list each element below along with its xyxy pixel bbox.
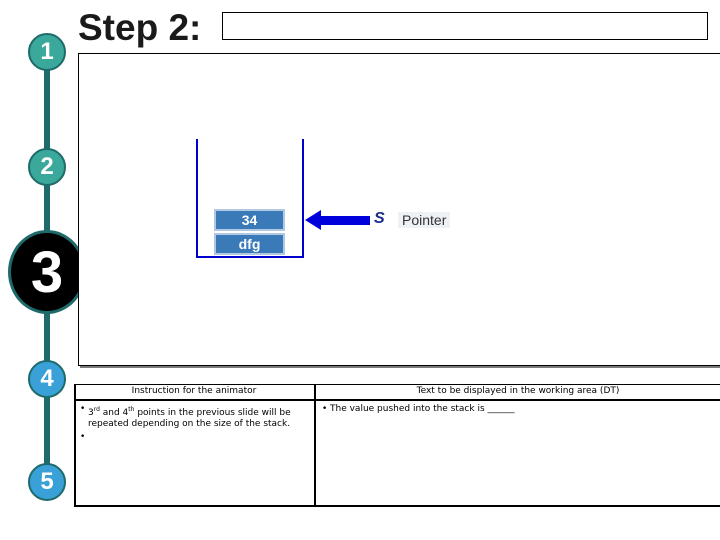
step-title-field[interactable] bbox=[222, 12, 708, 40]
animator-instruction-header: Instruction for the animator bbox=[131, 386, 257, 396]
list-item: • The value pushed into the stack is ______ bbox=[322, 404, 712, 415]
pointer-arrow-shaft bbox=[318, 216, 370, 225]
stack-cell-top: 34 bbox=[214, 209, 285, 231]
step-2-circle[interactable]: 2 bbox=[28, 148, 66, 186]
list-item: • 3rd and 4th points in the previous slide will be repeated depending on the size of the stack. bbox=[80, 404, 302, 430]
table-top-border bbox=[74, 384, 720, 385]
step-5-circle[interactable]: 5 bbox=[28, 463, 66, 501]
table-header-divider bbox=[74, 399, 720, 401]
step-4-circle[interactable]: 4 bbox=[28, 360, 66, 398]
display-text-list bbox=[322, 404, 712, 417]
step-1-circle[interactable]: 1 bbox=[28, 33, 66, 71]
instruction-table bbox=[74, 384, 720, 507]
stack-bottom-wall bbox=[196, 256, 304, 258]
animator-instruction-list bbox=[80, 404, 302, 432]
stack-right-wall bbox=[302, 139, 304, 257]
stack-cell-bottom: dfg bbox=[214, 233, 285, 255]
display-text-header: Text to be displayed in the working area (DT) bbox=[416, 386, 620, 396]
working-area bbox=[78, 53, 720, 366]
stack-left-wall bbox=[196, 139, 198, 257]
pointer-arrow-head-icon bbox=[305, 210, 321, 230]
pointer-symbol: S bbox=[374, 210, 385, 227]
pointer-label: Pointer bbox=[398, 212, 450, 228]
page-title: Step 2: bbox=[78, 7, 202, 48]
table-column-divider bbox=[314, 384, 316, 507]
step-3-circle-current[interactable]: 3 bbox=[8, 230, 86, 314]
